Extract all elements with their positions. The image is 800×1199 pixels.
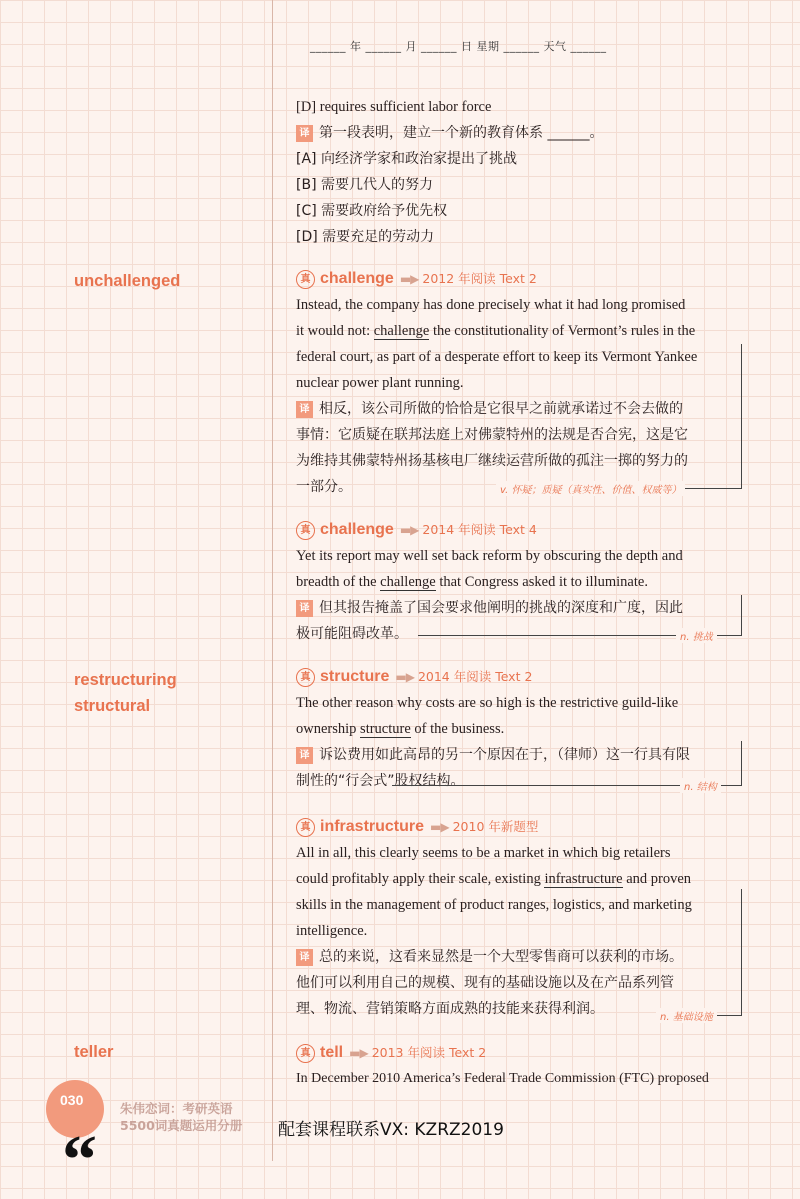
- translate-tag-icon: 译: [296, 747, 313, 764]
- translate-tag-icon: 译: [296, 401, 313, 418]
- watermark-text: 配套课程联系VX: KZRZ2019: [278, 1120, 504, 1140]
- translation-cn-line: 事情：它质疑在联邦法庭上对佛蒙特州的法规是否合宪，这是它: [296, 427, 688, 443]
- translate-tag-icon: 译: [296, 949, 313, 966]
- exam-badge-icon: 真: [296, 818, 315, 837]
- arrow-icon: ▬▶: [399, 523, 419, 537]
- entry-source: 2010 年新题型: [452, 819, 539, 834]
- entry-word: infrastructure: [320, 818, 425, 835]
- book-title-line1: 朱伟恋词：考研英语: [120, 1101, 233, 1116]
- sidebar-word-structural: structural: [74, 697, 151, 715]
- entry-word: challenge: [320, 270, 394, 287]
- arrow-icon: ▬▶: [349, 1046, 368, 1060]
- book-title-line2: 5500词真题运用分册: [120, 1118, 243, 1133]
- entry-heading: [296, 1040, 709, 1066]
- definition-note: n. 结构: [680, 778, 721, 793]
- entry-tell-2013: [296, 1040, 709, 1092]
- entry-source: 2014 年阅读 Text 4: [422, 522, 537, 537]
- translation-cn-line: 制性的“行会式”股权结构。: [296, 773, 465, 789]
- exam-badge-icon: 真: [296, 270, 315, 289]
- example-en-line: ownership structure of the business.: [296, 721, 505, 737]
- entry-word: structure: [320, 668, 390, 685]
- entry-source: 2012 年阅读 Text 2: [422, 271, 537, 286]
- entry-heading: [296, 664, 690, 690]
- arrow-icon: ▬▶: [399, 272, 419, 286]
- option-d-en: [D] requires sufficient labor force: [296, 99, 492, 115]
- option-d-cn: [D] 需要充足的劳动力: [296, 229, 435, 245]
- translation-cn-line: 译 相反，该公司所做的恰恰是它很早之前就承诺过不会去做的: [296, 396, 697, 422]
- entry-heading: [296, 266, 697, 292]
- quote-mark-icon: “: [62, 1122, 97, 1199]
- translation-cn-line: 他们可以利用自己的规模、现有的基础设施以及在产品系列管: [296, 975, 674, 991]
- translation-cn-line: 极可能阻碍改革。: [296, 626, 408, 642]
- keyword-underline: infrastructure: [544, 871, 623, 887]
- translation-cn-line: 译 但其报告掩盖了国会要求他阐明的挑战的深度和广度，因此: [296, 595, 683, 621]
- definition-note: n. 挑战: [676, 628, 717, 643]
- translate-tag-icon: 译: [296, 600, 313, 617]
- entry-infrastructure-2010: [296, 814, 692, 1022]
- example-en-line: nuclear power plant running.: [296, 375, 464, 391]
- note-bracket: [500, 344, 742, 489]
- exam-badge-icon: 真: [296, 668, 315, 687]
- question-cn: 译 第一段表明，建立一个新的教育体系 ______。: [296, 120, 603, 146]
- example-en-line: skills in the management of product ranges, logistics, and marketing: [296, 897, 692, 913]
- example-en-line: In December 2010 America’s Federal Trade Commission (FTC) proposed: [296, 1071, 709, 1086]
- exam-badge-icon: 真: [296, 521, 315, 540]
- top-question-block: [296, 94, 603, 250]
- example-en-line: All in all, this clearly seems to be a market in which big retailers: [296, 845, 671, 861]
- entry-source: 2014 年阅读 Text 2: [417, 669, 533, 684]
- entry-source: 2013 年阅读 Text 2: [371, 1045, 487, 1060]
- translation-cn-line: 为维持其佛蒙特州扬基核电厂继续运营所做的孤注一掷的努力的: [296, 453, 688, 469]
- example-en-line: Instead, the company has done precisely what it had long promised: [296, 297, 686, 313]
- sidebar-word-unchallenged: unchallenged: [74, 272, 181, 290]
- arrow-icon: ▬▶: [430, 820, 449, 834]
- keyword-underline: challenge: [373, 323, 430, 339]
- example-en-line: it would not: challenge the constitutionality of Vermont’s rules in the: [296, 323, 696, 339]
- translation-cn-line: 译 诉讼费用如此高昂的另一个原因在于，（律师）这一行具有限: [296, 742, 690, 768]
- entry-word: challenge: [320, 521, 394, 538]
- entry-word: tell: [320, 1044, 344, 1061]
- option-b-cn: [B] 需要几代人的努力: [296, 177, 433, 193]
- sidebar-word-teller: teller: [74, 1043, 114, 1061]
- option-c-cn: [C] 需要政府给予优先权: [296, 203, 448, 219]
- definition-note: v. 怀疑；质疑（真实性、价值、权威等）: [496, 481, 685, 496]
- keyword-underline: structure: [360, 721, 411, 737]
- page-number: 030: [60, 1092, 84, 1108]
- sidebar-word-restructuring: restructuring: [74, 671, 177, 689]
- margin-divider: [272, 0, 273, 1161]
- example-en-line: breadth of the challenge that Congress asked it to illuminate.: [296, 574, 648, 590]
- translation-cn-line: 理、物流、营销策略方面成熟的技能来获得利润。: [296, 1001, 604, 1017]
- entry-heading: [296, 517, 683, 543]
- translation-cn-line: 一部分。: [296, 479, 352, 495]
- definition-note: n. 基础设施: [656, 1008, 717, 1023]
- translation-cn-line: 译 总的来说，这看来显然是一个大型零售商可以获利的市场。: [296, 944, 692, 970]
- option-a-cn: [A] 向经济学家和政治家提出了挑战: [296, 151, 517, 167]
- example-en-line: could profitably apply their scale, existing infrastructure and proven: [296, 871, 692, 887]
- example-en-line: The other reason why costs are so high is the restrictive guild-like: [296, 695, 679, 711]
- example-en-line: intelligence.: [296, 923, 368, 939]
- arrow-icon: ▬▶: [395, 670, 414, 684]
- keyword-underline: challenge: [380, 574, 436, 590]
- translate-tag-icon: 译: [296, 125, 313, 142]
- entry-heading: [296, 814, 692, 840]
- example-en-line: Yet its report may well set back reform by obscuring the depth and: [296, 548, 683, 564]
- example-en-line: federal court, as part of a desperate effort to keep its Vermont Yankee: [296, 349, 698, 365]
- date-weather-header: ______ 年 ______ 月 ______ 日 星期 ______ 天气 ______: [310, 40, 607, 53]
- exam-badge-icon: 真: [296, 1044, 315, 1063]
- note-bracket: [658, 889, 742, 1016]
